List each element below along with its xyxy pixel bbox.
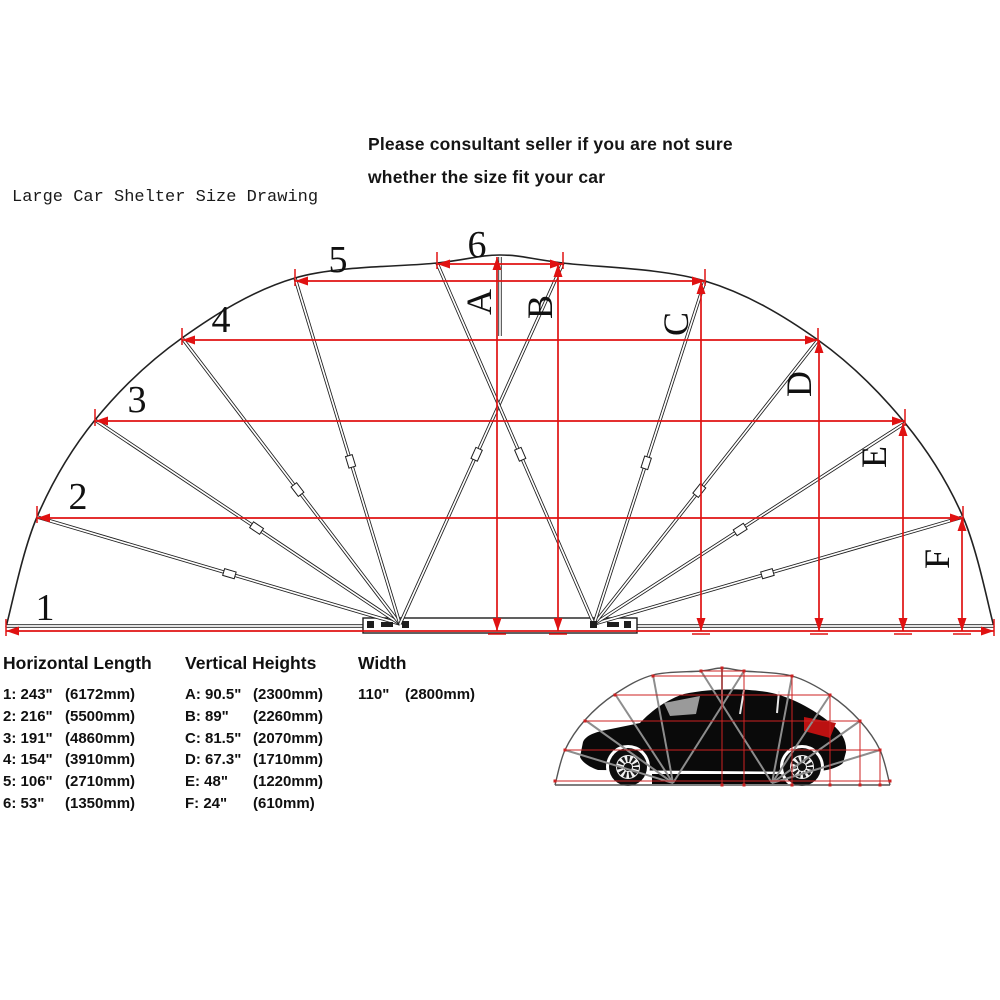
spec-mm-value: (5500mm)	[65, 707, 136, 725]
spec-mm-value: (1350mm)	[65, 794, 136, 812]
vertical-height-row	[185, 706, 323, 728]
vertical-height-row	[185, 728, 323, 750]
horizontal-length-row	[3, 771, 152, 793]
horizontal-length-row	[3, 793, 152, 815]
horizontal-length-row	[3, 728, 152, 750]
width-heading: Width	[358, 653, 407, 673]
spec-inches-value: 6: 53"	[3, 794, 45, 812]
width-mm: (2800mm)	[405, 686, 476, 703]
spec-inches-value: 3: 191"	[3, 729, 53, 747]
spec-mm-value: (2070mm)	[253, 729, 324, 747]
vertical-height-row	[185, 749, 323, 771]
spec-inches-value: F: 24"	[185, 794, 228, 812]
horizontal-dim-label-1: 1	[35, 587, 55, 629]
vertical-dim-label-E: E	[854, 446, 894, 468]
spec-mm-value: (3910mm)	[65, 751, 136, 769]
vertical-height-row	[185, 684, 323, 706]
spec-mm-value: (1220mm)	[253, 773, 324, 791]
seller-notice-line2: whether the size fit your car	[368, 167, 606, 187]
spec-inches-value: D: 67.3"	[185, 751, 242, 769]
width-row	[358, 684, 475, 706]
spec-mm-value: (2260mm)	[253, 707, 324, 725]
vertical-dim-label-B: B	[520, 294, 560, 320]
horizontal-length-row	[3, 749, 152, 771]
spec-inches-value: 4: 154"	[3, 751, 53, 769]
vertical-dim-label-F: F	[917, 548, 957, 570]
vertical-dim-label-A: A	[459, 289, 499, 315]
spec-mm-value: (4860mm)	[65, 729, 136, 747]
horizontal-length-heading: Horizontal Length	[3, 653, 152, 673]
dome-frame	[6, 255, 994, 633]
horizontal-length-row	[3, 684, 152, 706]
vertical-dim-label-C: C	[656, 311, 696, 337]
vertical-dim-label-D: D	[779, 371, 819, 397]
spec-inches-value: E: 48"	[185, 773, 228, 791]
spec-inches-value: C: 81.5"	[185, 729, 242, 747]
vertical-height-row	[185, 793, 323, 815]
vertical-heights-rows	[185, 684, 323, 815]
spec-mm-value: (2300mm)	[253, 686, 324, 703]
spec-mm-value: (1710mm)	[253, 751, 324, 769]
width-inches: 110"	[358, 686, 390, 703]
width-block	[358, 653, 475, 706]
spec-mm-value: (610mm)	[253, 794, 315, 812]
horizontal-dim-label-2: 2	[68, 476, 88, 518]
horizontal-length-row	[3, 706, 152, 728]
spec-inches-value: A: 90.5"	[185, 686, 242, 703]
horizontal-dim-label-6: 6	[467, 224, 487, 266]
spec-inches-value: 2: 216"	[3, 707, 53, 725]
horizontal-dim-label-5: 5	[328, 239, 348, 281]
spec-mm-value: (2710mm)	[65, 773, 136, 791]
car-inset-illustration	[554, 667, 892, 790]
horizontal-dim-label-4: 4	[211, 299, 231, 341]
vertical-heights-heading: Vertical Heights	[185, 653, 317, 673]
horizontal-length-block	[3, 653, 152, 815]
seller-notice-line1: Please consultant seller if you are not sure	[368, 134, 733, 154]
spec-mm-value: (6172mm)	[65, 686, 136, 703]
vertical-height-row	[185, 771, 323, 793]
horizontal-length-rows	[3, 684, 152, 815]
spec-inches-value: 1: 243"	[3, 686, 53, 703]
spec-inches-value: 5: 106"	[3, 773, 53, 791]
vertical-heights-block	[185, 653, 323, 815]
spec-inches-value: B: 89"	[185, 707, 229, 725]
drawing-title: Large Car Shelter Size Drawing	[12, 188, 319, 207]
horizontal-dim-label-3: 3	[127, 379, 147, 421]
